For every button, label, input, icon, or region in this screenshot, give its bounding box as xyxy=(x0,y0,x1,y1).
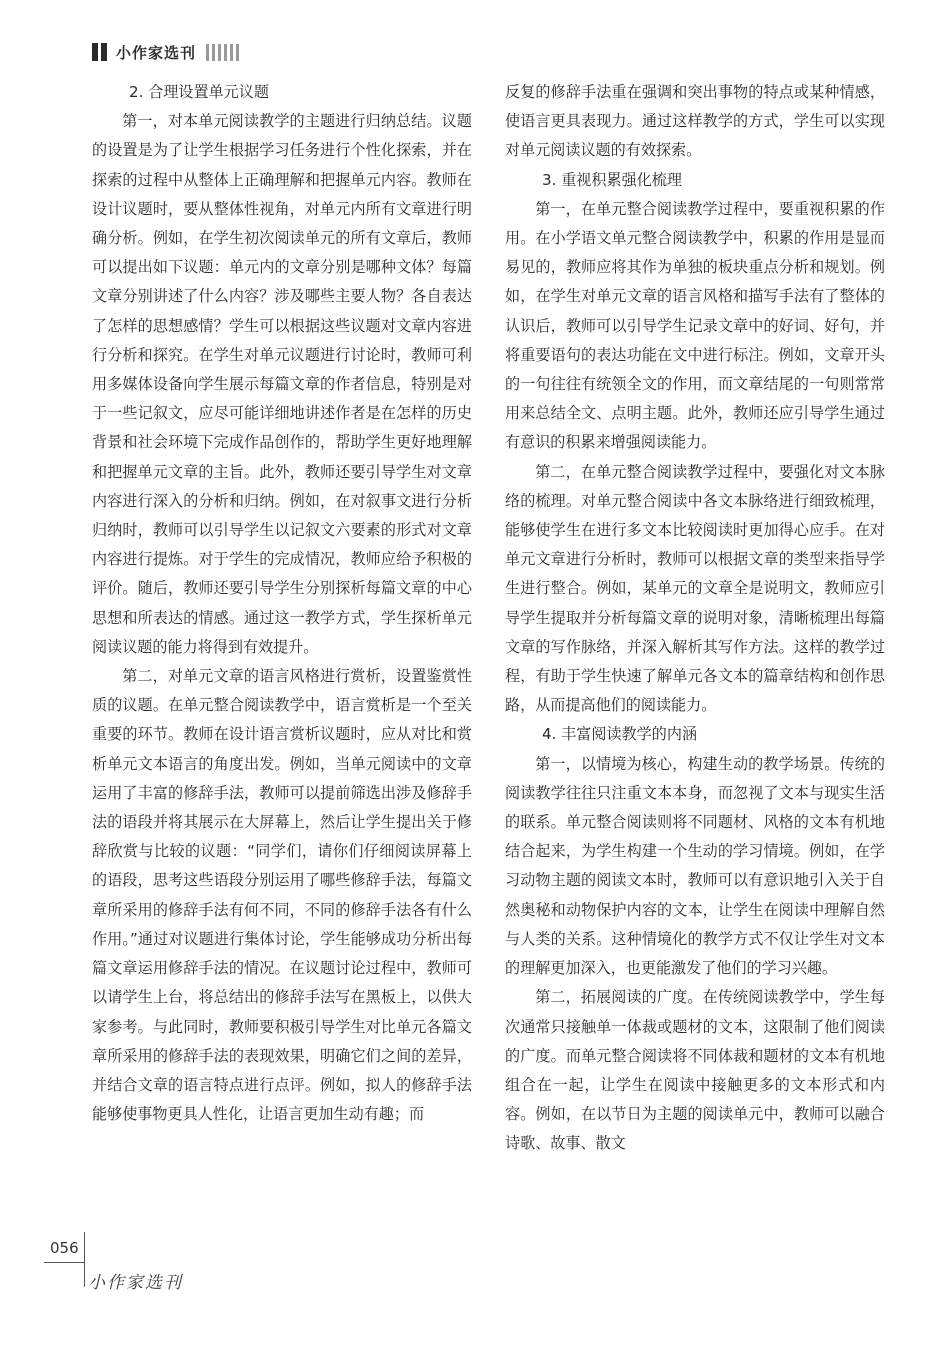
header-bar-mark xyxy=(218,44,221,61)
right-column xyxy=(505,78,885,1159)
body-paragraph: 第二，对单元文章的语言风格进行赏析，设置鉴赏性质的议题。在单元整合阅读教学中，语言赏析是一个至关重要的环节。教师在设计语言赏析议题时，应从对比和赏析单元文本语言的角度出发。例如，当单元阅读中的文章运用了丰富的修辞手法，教师可以提前筛选出涉及修辞手法的语段并将其展示在大屏幕上，然后让学生提出关于修辞欣赏与比较的议题：“同学们，请你们仔细阅读屏幕上的语段，思考这些语段分别运用了哪些修辞手法，每篇文章所采用的修辞手法有何不同，不同的修辞手法各有什么作用。”通过对议题进行集体讨论，学生能够成功分析出每篇文章运用修辞手法的情况。在议题讨论过程中，教师可以请学生上台，将总结出的修辞手法写在黑板上，以供大家参考。与此同时，教师要积极引导学生对比单元各篇文章所采用的修辞手法的表现效果，明确它们之间的差异，并结合文章的语言特点进行点评。例如，拟人的修辞手法能够使事物更具人性化，让语言更加生动有趣；而 xyxy=(92,667,472,1124)
header-bar-mark xyxy=(236,44,239,61)
section-heading: 2. 合理设置单元议题 xyxy=(129,83,269,101)
page-number: 056 xyxy=(50,1239,79,1257)
body-paragraph-continued: 反复的修辞手法重在强调和突出事物的特点或某种情感，使语言更具表现力。通过这样教学的方式，学生可以实现对单元阅读议题的有效探索。 xyxy=(505,83,885,160)
body-paragraph: 第一，对本单元阅读教学的主题进行归纳总结。议题的设置是为了让学生根据学习任务进行个性化探索，并在探索的过程中从整体上正确理解和把握单元内容。教师在设计议题时，要从整体性视角，对单元内所有文章进行明确分析。例如，在学生初次阅读单元的所有文章后，教师可以提出如下议题：单元内的文章分别是哪种文体？每篇文章分别讲述了什么内容？涉及哪些主要人物？各自表达了怎样的思想感情？学生可以根据这些议题对文章内容进行分析和探究。在学生对单元议题进行讨论时，教师可利用多媒体设备向学生展示每篇文章的作者信息，特别是对于一些记叙文，应尽可能详细地讲述作者是在怎样的历史背景和社会环境下完成作品创作的，帮助学生更好地理解和把握单元文章的主旨。此外，教师还要引导学生对文章内容进行深入的分析和归纳。例如，在对叙事文进行分析归纳时，教师可以引导学生以记叙文六要素的形式对文章内容进行提炼。对于学生的完成情况，教师应给予积极的评价。随后，教师还要引导学生分别探析每篇文章的中心思想和所表达的情感。通过这一教学方式，学生探析单元阅读议题的能力将得到有效提升。 xyxy=(92,112,472,656)
running-header xyxy=(92,40,242,64)
header-bar-mark xyxy=(230,44,233,61)
section-heading: 3. 重视积累强化梳理 xyxy=(542,170,682,189)
section-heading: 4. 丰富阅读教学的内涵 xyxy=(542,725,698,744)
body-paragraph: 第一，以情境为核心，构建生动的教学场景。传统的阅读教学往往只注重文本本身，而忽视了文本与现实生活的联系。单元整合阅读则将不同题材、风格的文本有机地结合起来，为学生构建一个生动的学习情境。例如，在学习动物主题的阅读文本时，教师可以有意识地引入关于自然奥秘和动物保护内容的文本，让学生在阅读中理解自然与人类的关系。这种情境化的教学方式不仅让学生对文本的理解更加深入，也更能激发了他们的学习兴趣。 xyxy=(505,754,885,978)
footer-divider xyxy=(44,1262,84,1263)
magazine-logo: 小作家选刊 xyxy=(88,1273,183,1293)
body-paragraph: 第一，在单元整合阅读教学过程中，要重视积累的作用。在小学语文单元整合阅读教学中，积累的作用是显而易见的，教师应将其作为单独的板块重点分析和规划。例如，在学生对单元文章的语言风格和描写手法有了整体的认识后，教师可以引导学生记录文章中的好词、好句，并将重要语句的表达功能在文中进行标注。例如，文章开头的一句往往有统领全文的作用，而文章结尾的一句则常常用来总结全文、点明主题。此外，教师还应引导学生通过有意识的积累来增强阅读能力。 xyxy=(505,199,885,452)
header-bar-mark xyxy=(224,44,227,61)
header-bar-mark xyxy=(206,44,209,61)
footer-divider xyxy=(84,1232,85,1287)
body-paragraph: 第二，拓展阅读的广度。在传统阅读教学中，学生每次通常只接触单一体裁或题材的文本，这限制了他们阅读的广度。而单元整合阅读将不同体裁和题材的文本有机地组合在一起，让学生在阅读中接触更多的文本形式和内容。例如，在以节日为主题的阅读单元中，教师可以融合诗歌、故事、散文 xyxy=(505,988,885,1153)
body-paragraph: 第二，在单元整合阅读教学过程中，要强化对文本脉络的梳理。对单元整合阅读中各文本脉络进行细致梳理，能够使学生在进行多文本比较阅读时更加得心应手。在对单元文章进行分析时，教师可以根据文章的类型来指导学生进行整合。例如，某单元的文章全是说明文，教师应引导学生提取并分析每篇文章的说明对象，清晰梳理出每篇文章的写作脉络，并深入解析其写作方法。这样的教学过程，有助于学生快速了解单元各文本的篇章结构和创作思路，从而提高他们的阅读能力。 xyxy=(505,462,885,715)
header-bar-mark xyxy=(101,43,107,61)
header-bar-mark xyxy=(212,44,215,61)
header-title: 小作家选刊 xyxy=(116,43,197,62)
left-column xyxy=(92,78,472,1129)
header-bar-mark xyxy=(92,43,98,61)
